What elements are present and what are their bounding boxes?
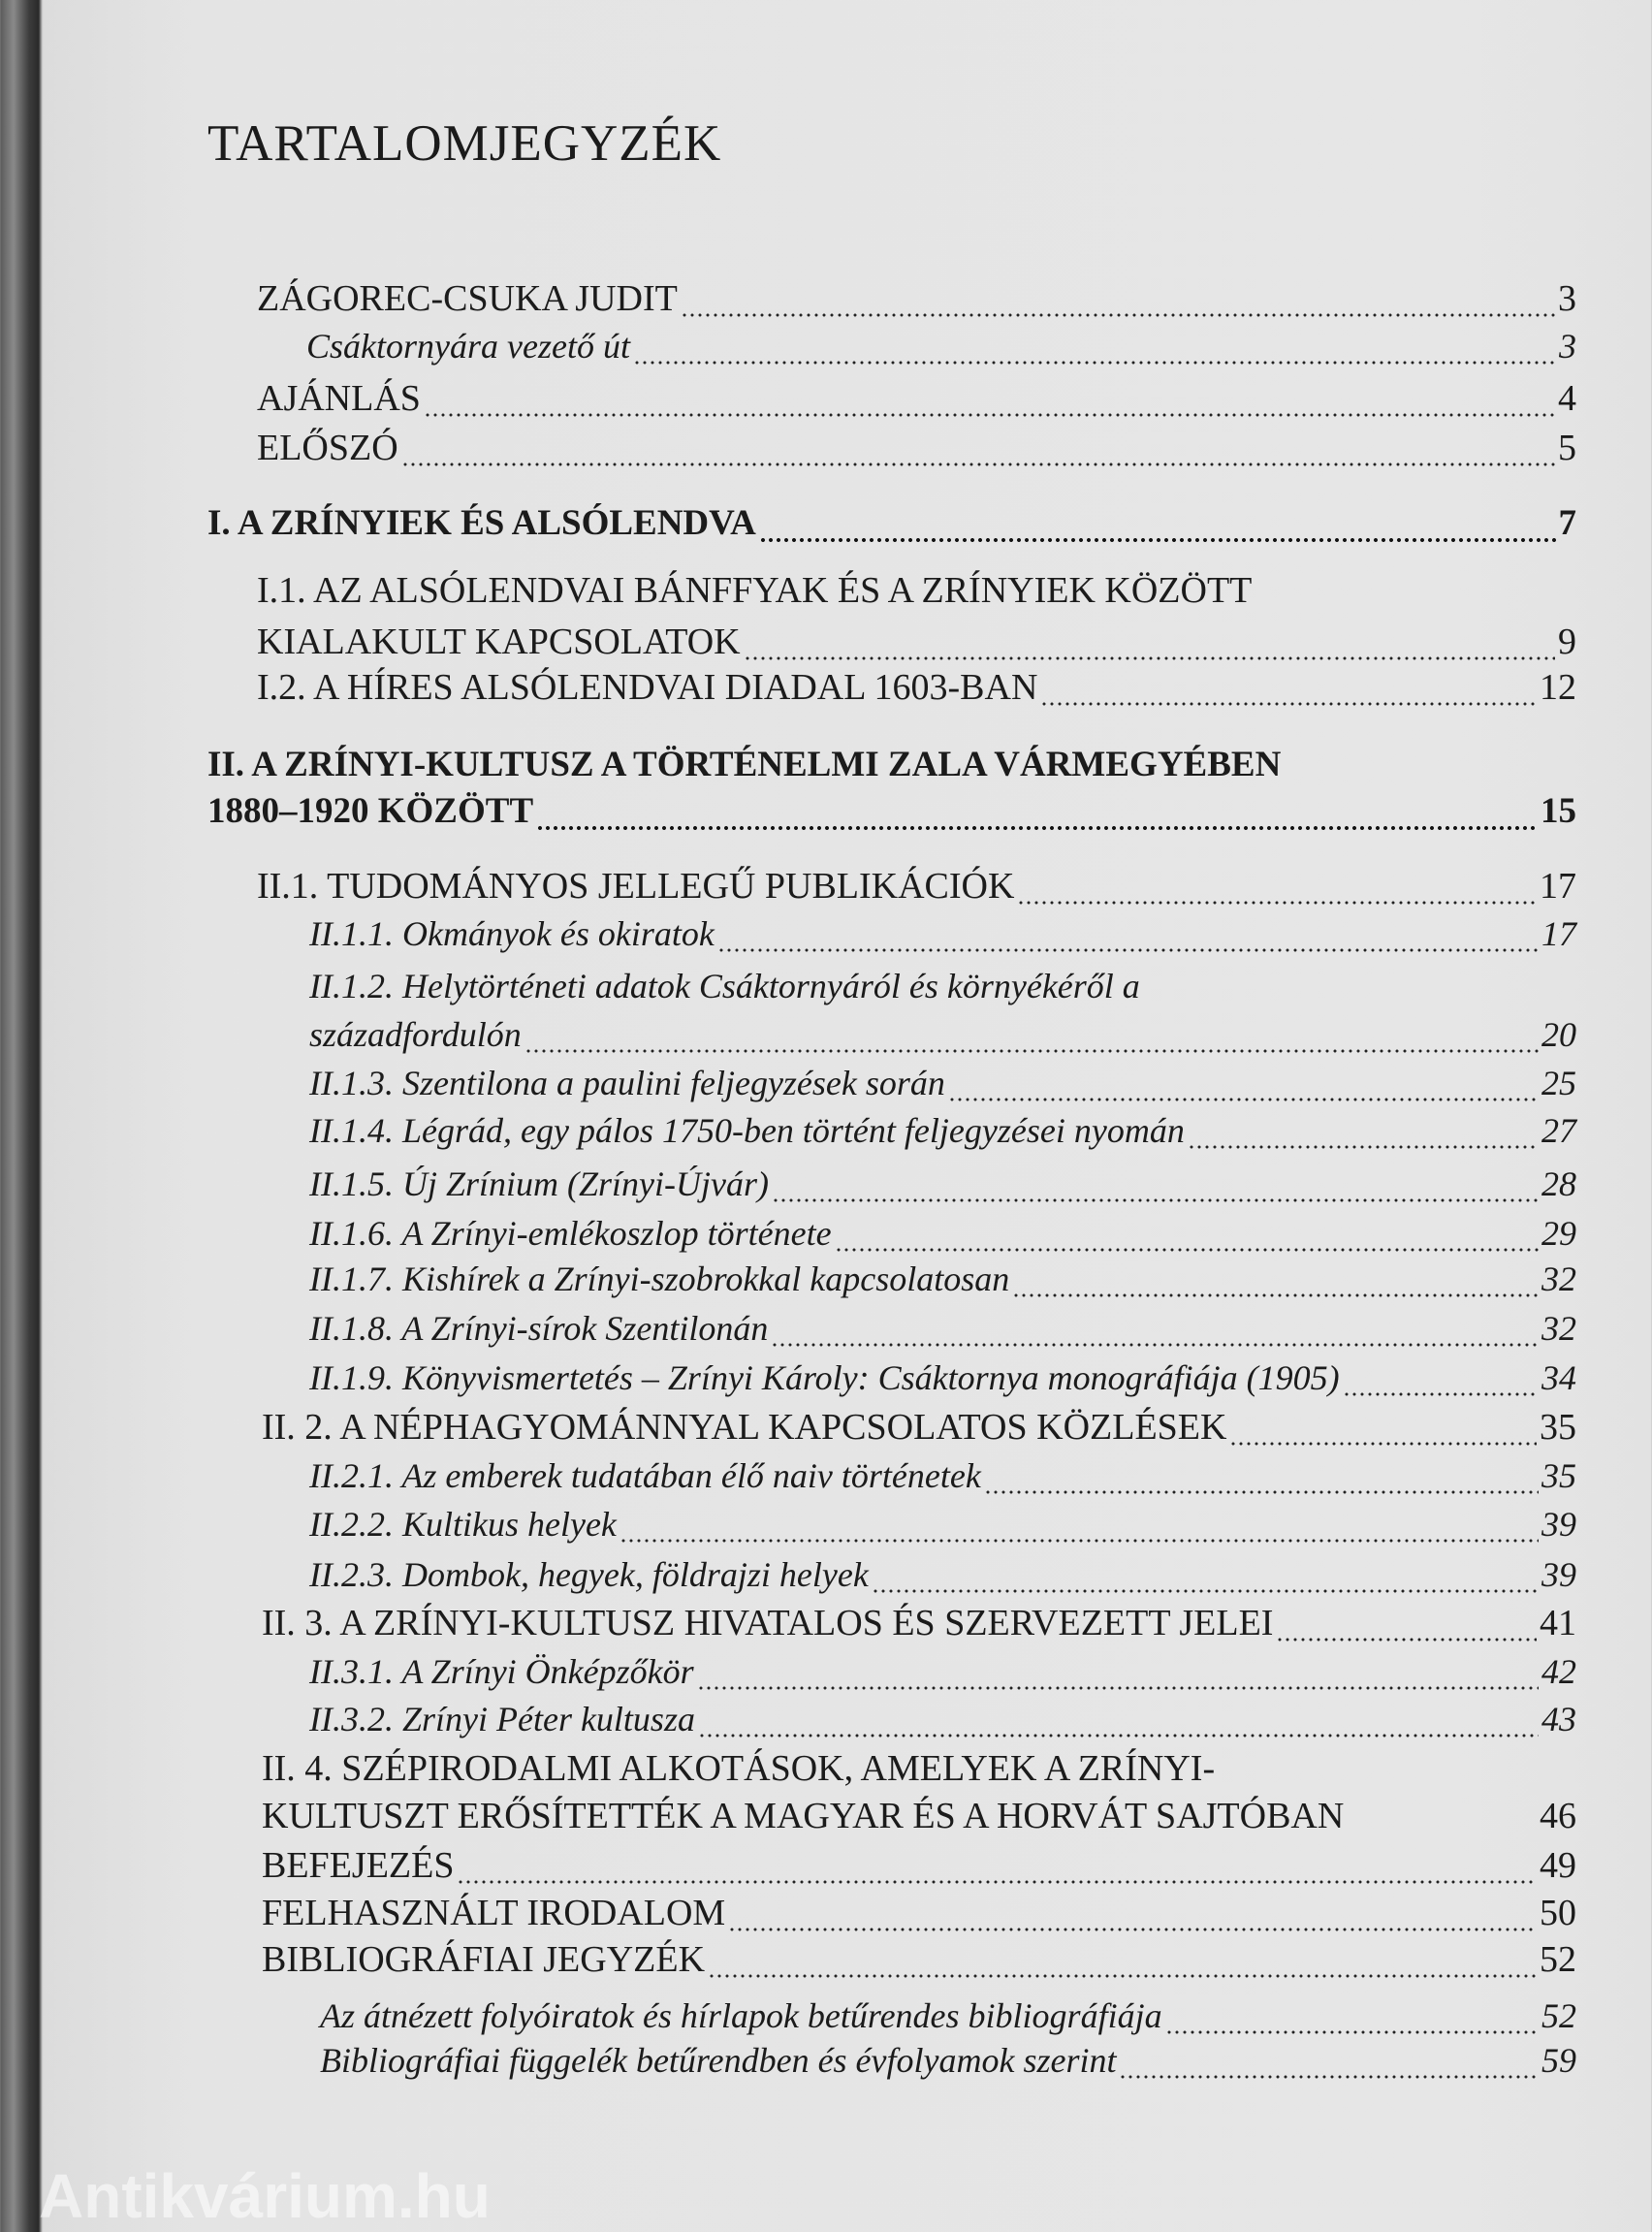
toc-page-number: 35 [1541, 1456, 1576, 1495]
toc-entry-title: II. A ZRÍNYI-KULTUSZ A TÖRTÉNELMI ZALA VÁRMEGYÉBEN [207, 745, 1282, 784]
dot-leader [1012, 1255, 1539, 1303]
toc-page-number: 43 [1541, 1700, 1576, 1738]
toc-page-number: 39 [1541, 1555, 1576, 1594]
toc-page-number: 12 [1540, 667, 1576, 708]
toc-entry [262, 1792, 1576, 1840]
dot-leader [1017, 862, 1537, 910]
toc-entry [309, 1451, 1576, 1500]
toc-entry [257, 663, 1576, 712]
toc-entry [262, 1599, 1576, 1647]
toc-entry-title: II.1.3. Szentilona a paulini feljegyzések során [309, 1064, 945, 1102]
toc-entry-title: II.2.1. Az emberek tudatában élő naiv történetek [309, 1456, 981, 1495]
toc-entry-title: I. A ZRÍNYIEK ÉS ALSÓLENDVA [207, 503, 756, 543]
toc-entry [309, 1059, 1576, 1107]
toc-entry-title: II.1.2. Helytörténeti adatok Csáktornyáról és környékéről a [309, 967, 1140, 1005]
toc-entry-title: 1880–1920 KÖZÖTT [207, 791, 534, 831]
toc-entry [262, 1403, 1576, 1451]
toc-page-number: 39 [1541, 1505, 1576, 1544]
toc-entry [309, 1550, 1576, 1599]
toc-entry [309, 1354, 1576, 1402]
toc-page-number: 29 [1541, 1214, 1576, 1253]
toc-entry-title: II. 3. A ZRÍNYI-KULTUSZ HIVATALOS ÉS SZERVEZETT JELEI [262, 1603, 1274, 1643]
toc-page-number: 49 [1540, 1845, 1576, 1886]
toc-entry [309, 1500, 1576, 1548]
toc-entry [257, 618, 1576, 666]
toc-entry [207, 787, 1576, 836]
toc-entry-title: II.2.2. Kultikus helyek [309, 1505, 617, 1544]
toc-entry-title: Az átnézett folyóiratok és hírlapok betűrendes bibliográfiája [320, 1996, 1162, 2035]
dot-leader [872, 1550, 1539, 1599]
toc-page-number: 20 [1541, 1015, 1576, 1054]
toc-entry-title: II.1.8. A Zrínyi-sírok Szentilonán [309, 1309, 769, 1348]
toc-entry-title: századfordulón [309, 1015, 522, 1054]
dot-leader [728, 1889, 1537, 1937]
toc-entry [320, 1992, 1576, 2040]
toc-entry-title: II.1.7. Kishírek a Zrínyi-szobrokkal kapcsolatosan [309, 1259, 1010, 1298]
toc-entry [262, 1841, 1576, 1890]
dot-leader [1165, 1992, 1539, 2040]
toc-page-number: 52 [1541, 1996, 1576, 2035]
toc-page-number: 35 [1540, 1407, 1576, 1448]
toc-entry [309, 1647, 1576, 1696]
dot-leader [424, 374, 1555, 423]
toc-entry-title: Csáktornyára vezető út [306, 327, 630, 366]
dot-leader [717, 909, 1539, 958]
toc-entry-title: II.2.3. Dombok, hegyek, földrajzi helyek [309, 1555, 869, 1594]
toc-entry-title: ELŐSZÓ [257, 428, 398, 468]
toc-entry [309, 962, 1140, 1010]
toc-page-number: 3 [1558, 278, 1576, 319]
toc-page-number: 5 [1558, 428, 1576, 468]
dot-leader [1188, 1106, 1539, 1155]
toc-entry-title: ZÁGOREC-CSUKA JUDIT [257, 278, 678, 319]
page-title: TARTALOMJEGYZÉK [207, 115, 722, 172]
dot-leader [771, 1304, 1539, 1353]
dot-leader [984, 1451, 1539, 1500]
toc-page-number: 25 [1541, 1064, 1576, 1102]
toc-entry [309, 1209, 1576, 1258]
toc-page-number: 3 [1559, 327, 1576, 366]
dot-leader [697, 1647, 1539, 1696]
dot-leader [948, 1059, 1539, 1107]
dot-leader [1040, 663, 1537, 712]
toc-page-number: 32 [1541, 1259, 1576, 1298]
dot-leader [698, 1695, 1539, 1743]
dot-leader [1343, 1354, 1539, 1402]
toc-page-number: 32 [1541, 1309, 1576, 1348]
dot-leader [1119, 2036, 1539, 2085]
dot-leader [536, 787, 1538, 836]
toc-entry-title: II.3.2. Zrínyi Péter kultusza [309, 1700, 695, 1738]
toc-entry-title: BEFEJEZÉS [262, 1845, 455, 1886]
dot-leader [1229, 1403, 1537, 1451]
toc-entry [309, 909, 1576, 958]
toc-page-number: 52 [1540, 1939, 1576, 1980]
toc-entry-title: I.2. A HÍRES ALSÓLENDVAI DIADAL 1603-BAN [257, 667, 1038, 708]
toc-entry [207, 499, 1576, 548]
toc-entry-title: AJÁNLÁS [257, 378, 421, 419]
toc-page-number: 41 [1540, 1603, 1576, 1643]
toc-entry [207, 741, 1281, 789]
toc-entry [306, 322, 1576, 370]
toc-entry [257, 424, 1576, 472]
dot-leader [835, 1209, 1539, 1258]
toc-entry-title: II. 2. A NÉPHAGYOMÁNNYAL KAPCSOLATOS KÖZLÉSEK [262, 1407, 1227, 1448]
toc-entry [262, 1889, 1576, 1937]
toc-entry-title: II.1.1. Okmányok és okiratok [309, 914, 715, 953]
toc-entry-title: II.1.5. Új Zrínium (Zrínyi-Újvár) [309, 1164, 769, 1203]
toc-page-number: 17 [1541, 914, 1576, 953]
toc-entry-title: II.3.1. A Zrínyi Önképzőkör [309, 1652, 694, 1691]
toc-entry [309, 1255, 1576, 1303]
watermark: Antikvárium.hu [39, 2161, 491, 2231]
toc-entry-title: Bibliográfiai függelék betűrendben és évfolyamok szerint [320, 2041, 1117, 2080]
toc-entry [309, 1010, 1576, 1059]
toc-entry-title: II.1.4. Légrád, egy pálos 1750-ben történt feljegyzései nyomán [309, 1111, 1185, 1150]
toc-page-number: 9 [1558, 622, 1576, 662]
dot-leader [401, 424, 1555, 472]
toc-entry-title: II.1. TUDOMÁNYOS JELLEGŰ PUBLIKÁCIÓK [257, 866, 1015, 907]
toc-page-number: 42 [1541, 1652, 1576, 1691]
toc-entry [320, 2036, 1576, 2085]
toc-entry-title: II.1.6. A Zrínyi-emlékoszlop története [309, 1214, 832, 1253]
toc-page-number: 50 [1540, 1893, 1576, 1933]
dot-leader [759, 499, 1556, 548]
toc-page-number: 4 [1558, 378, 1576, 419]
toc-page-number: 59 [1541, 2041, 1576, 2080]
dot-leader [708, 1935, 1537, 1984]
dot-leader [1276, 1599, 1537, 1647]
toc-entry [309, 1695, 1576, 1743]
toc-entry-title: KULTUSZT ERŐSÍTETTÉK A MAGYAR ÉS A HORVÁT SAJTÓBAN [262, 1796, 1345, 1836]
toc-entry [309, 1106, 1576, 1155]
dot-leader [457, 1841, 1537, 1890]
toc-page-number: 17 [1540, 866, 1576, 907]
toc-entry [257, 374, 1576, 423]
dot-leader [633, 322, 1556, 370]
toc-page-number: 7 [1558, 503, 1576, 543]
toc-entry-title: II. 4. SZÉPIRODALMI ALKOTÁSOK, AMELYEK A ZRÍNYI- [262, 1748, 1216, 1789]
toc-page-number: 28 [1541, 1164, 1576, 1203]
dot-leader [681, 274, 1555, 323]
dot-leader [772, 1160, 1539, 1208]
toc-entry [262, 1935, 1576, 1984]
toc-entry-title: KIALAKULT KAPCSOLATOK [257, 622, 741, 662]
toc-entry [257, 274, 1576, 323]
toc-page-number: 15 [1541, 791, 1576, 831]
dot-leader [620, 1500, 1539, 1548]
toc-entry-title: I.1. AZ ALSÓLENDVAI BÁNFFYAK ÉS A ZRÍNYIEK KÖZÖTT [257, 570, 1253, 611]
dot-leader [744, 618, 1555, 666]
toc-entry [309, 1304, 1576, 1353]
dot-leader [524, 1010, 1539, 1059]
toc-page-number: 27 [1541, 1111, 1576, 1150]
toc-page-number: 34 [1541, 1358, 1576, 1397]
toc-entry-title: II.1.9. Könyvismertetés – Zrínyi Károly: Csáktornya monográfiája (1905) [309, 1358, 1340, 1397]
toc-entry [262, 1744, 1215, 1793]
toc-entry [257, 862, 1576, 910]
toc-entry [309, 1160, 1576, 1208]
toc-page-number: 46 [1540, 1796, 1576, 1836]
toc-entry-title: FELHASZNÁLT IRODALOM [262, 1893, 726, 1933]
toc-entry-title: BIBLIOGRÁFIAI JEGYZÉK [262, 1939, 706, 1980]
toc-entry [257, 566, 1252, 615]
